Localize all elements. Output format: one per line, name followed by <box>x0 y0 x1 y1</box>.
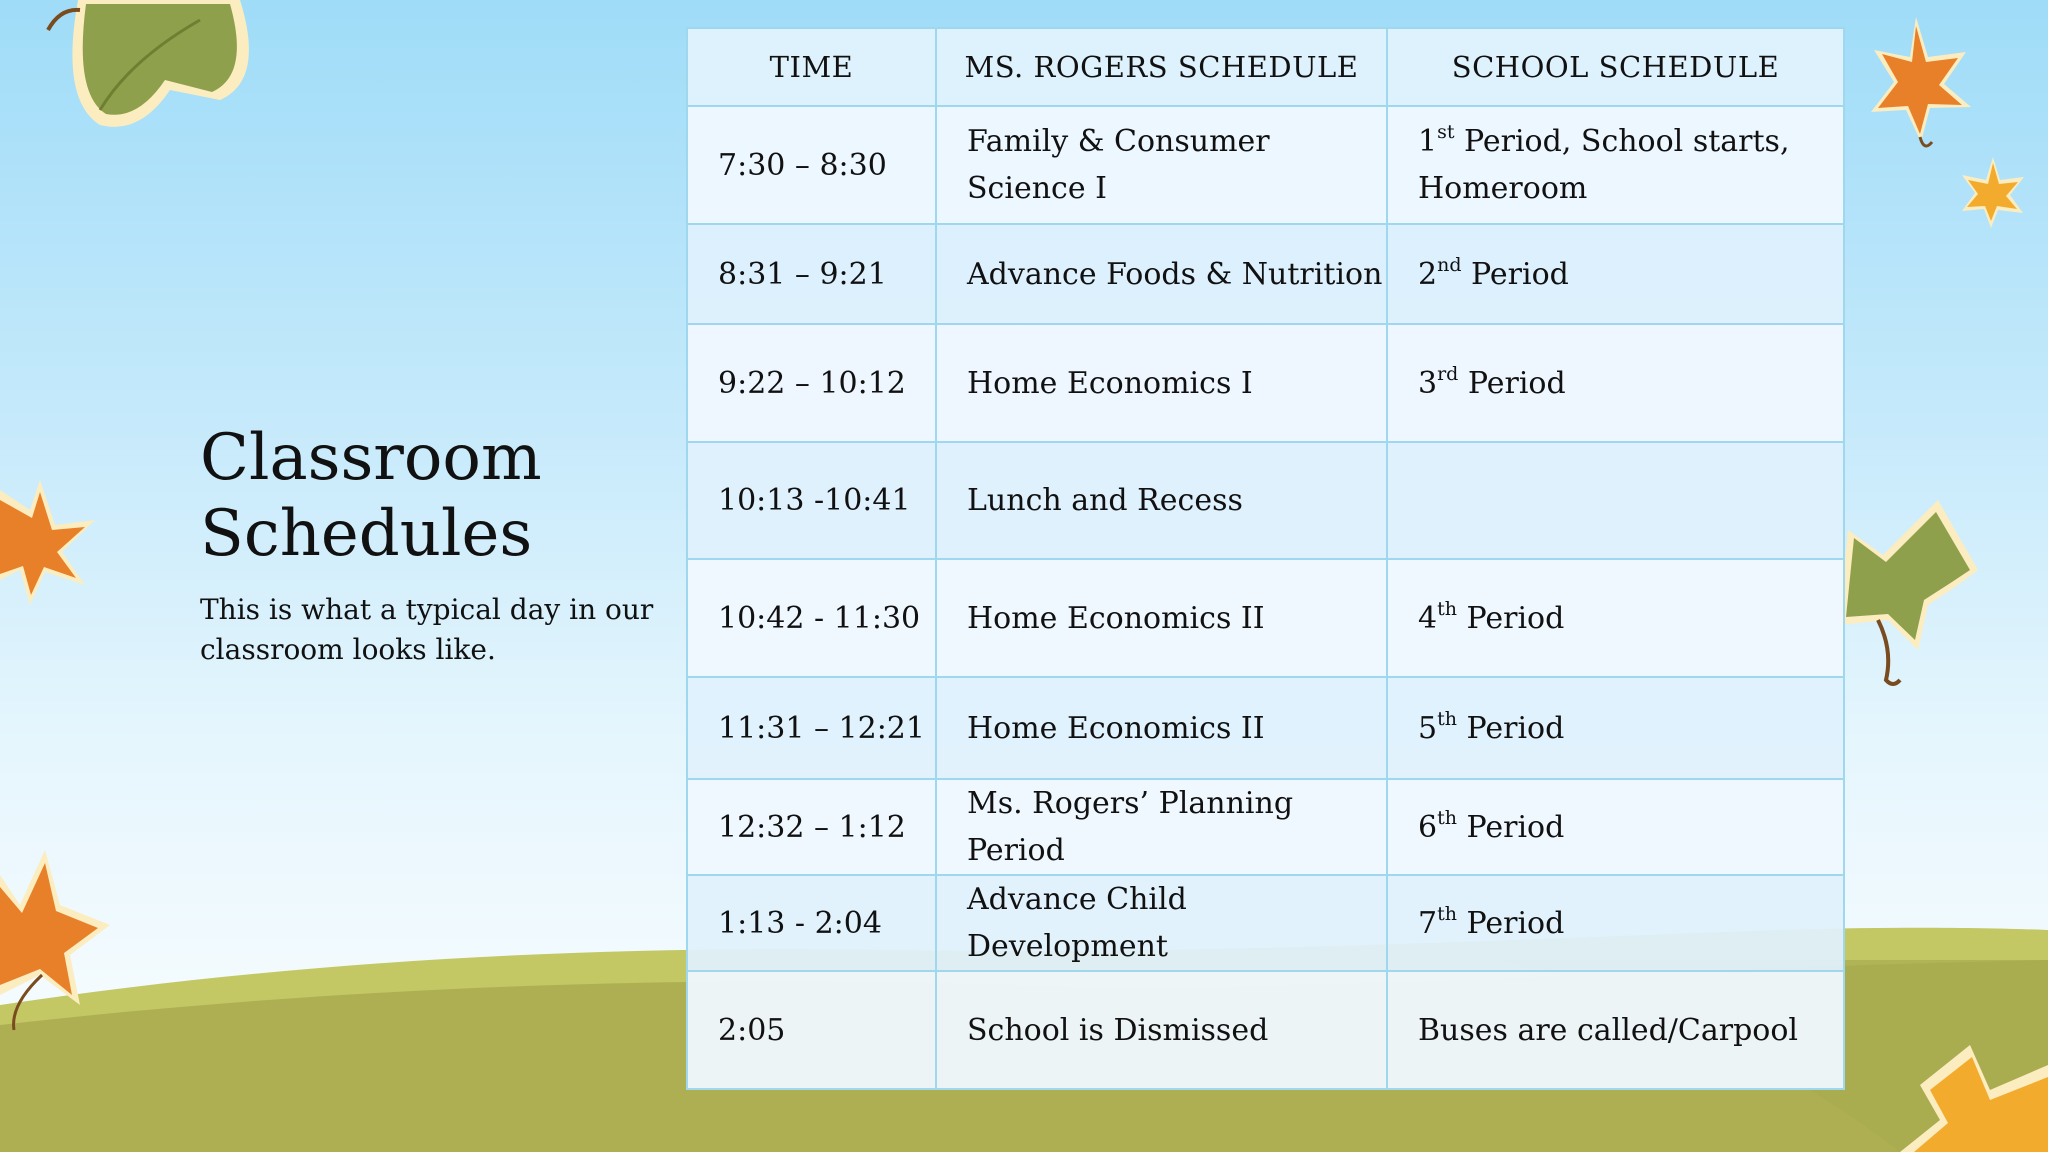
leaf-icon <box>1838 500 1983 690</box>
table-row <box>687 677 1844 779</box>
school-text: Period <box>1456 600 1565 636</box>
period-number: 5 <box>1418 710 1438 746</box>
leaf-icon <box>1958 155 2028 230</box>
rogers-cell: Home Economics II <box>936 559 1387 677</box>
time-cell: 7:30 – 8:30 <box>687 106 936 224</box>
column-header-school: SCHOOL SCHEDULE <box>1387 28 1844 106</box>
time-cell: 10:13 -10:41 <box>687 442 936 559</box>
school-text: Period <box>1456 710 1565 746</box>
school-text: Period <box>1458 365 1566 401</box>
period-number: 1 <box>1418 124 1438 159</box>
school-cell <box>1387 224 1844 324</box>
leaf-icon <box>20 0 260 140</box>
leaf-icon <box>1900 1045 2048 1152</box>
school-cell <box>1387 779 1844 875</box>
rogers-cell: Advance Child Development <box>936 875 1387 971</box>
period-number: 3 <box>1418 365 1438 401</box>
table-row <box>687 971 1844 1089</box>
school-cell <box>1387 324 1844 442</box>
period-suffix: th <box>1437 902 1457 925</box>
column-header-rogers: MS. ROGERS SCHEDULE <box>936 28 1387 106</box>
table-header-row <box>687 28 1844 106</box>
leaf-icon <box>0 480 100 610</box>
table-row <box>687 224 1844 324</box>
time-cell: 11:31 – 12:21 <box>687 677 936 779</box>
school-cell <box>1387 677 1844 779</box>
slide-subtitle: This is what a typical day in our classroom looks like. <box>200 593 654 666</box>
time-cell: 9:22 – 10:12 <box>687 324 936 442</box>
school-cell <box>1387 971 1844 1089</box>
leaf-icon <box>1866 12 1976 152</box>
table-row <box>687 559 1844 677</box>
time-cell: 2:05 <box>687 971 936 1089</box>
period-suffix: rd <box>1437 362 1459 385</box>
rogers-cell: School is Dismissed <box>936 971 1387 1089</box>
time-cell: 1:13 - 2:04 <box>687 875 936 971</box>
period-number: 6 <box>1418 809 1438 845</box>
table-row <box>687 442 1844 559</box>
school-text: Period <box>1456 905 1565 941</box>
school-cell <box>1387 875 1844 971</box>
period-suffix: st <box>1437 121 1455 143</box>
period-suffix: nd <box>1437 253 1462 276</box>
time-cell: 10:42 - 11:30 <box>687 559 936 677</box>
table-row <box>687 779 1844 875</box>
schedule-table <box>686 27 1845 1090</box>
rogers-cell: Home Economics I <box>936 324 1387 442</box>
title-block <box>200 420 670 670</box>
table-row <box>687 324 1844 442</box>
school-cell <box>1387 442 1844 559</box>
time-cell: 8:31 – 9:21 <box>687 224 936 324</box>
school-text: Period, School starts, Homeroom <box>1418 124 1790 206</box>
period-number: 2 <box>1418 256 1438 292</box>
school-cell <box>1387 559 1844 677</box>
column-header-time: TIME <box>687 28 936 106</box>
period-suffix: th <box>1437 597 1457 620</box>
rogers-cell: Home Economics II <box>936 677 1387 779</box>
table-row <box>687 106 1844 224</box>
period-suffix: th <box>1437 806 1457 829</box>
rogers-cell: Lunch and Recess <box>936 442 1387 559</box>
slide-title: Classroom Schedules <box>200 421 542 571</box>
table-row <box>687 875 1844 971</box>
school-cell <box>1387 106 1844 224</box>
rogers-cell: Ms. Rogers’ Planning Period <box>936 779 1387 875</box>
rogers-cell: Family & Consumer Science I <box>936 106 1387 224</box>
period-suffix: th <box>1437 707 1457 730</box>
period-number: 4 <box>1418 600 1438 636</box>
school-text: Buses are called/Carpool <box>1418 1012 1799 1048</box>
leaf-icon <box>0 845 115 1035</box>
school-text: Period <box>1456 809 1565 845</box>
period-number: 7 <box>1418 905 1438 941</box>
school-text: Period <box>1461 256 1569 292</box>
time-cell: 12:32 – 1:12 <box>687 779 936 875</box>
rogers-cell: Advance Foods & Nutrition <box>936 224 1387 324</box>
